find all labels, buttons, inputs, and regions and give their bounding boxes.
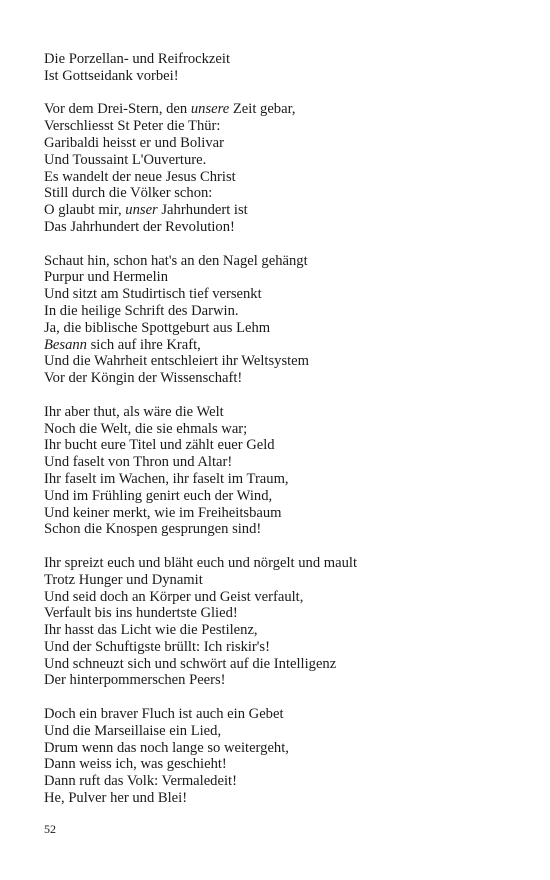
stanza-5 bbox=[44, 555, 524, 689]
poem-line: Vor der Köngin der Wissenschaft! bbox=[44, 370, 243, 387]
stanza-1 bbox=[44, 51, 524, 85]
poem-line: Doch ein braver Fluch ist auch ein Gebet bbox=[44, 706, 284, 723]
poem-line: In die heilige Schrift des Darwin. bbox=[44, 302, 239, 319]
poem-line: Noch die Welt, die sie ehmals war; bbox=[44, 420, 248, 437]
italic-word: Besann bbox=[44, 336, 87, 353]
poem-line: Ja, die biblische Spottgeburt aus Lehm bbox=[44, 319, 271, 336]
stanza-2 bbox=[44, 101, 524, 235]
poem-line: Der hinterpommerschen Peers! bbox=[44, 672, 226, 689]
poem-line: Und die Marseillaise ein Lied, bbox=[44, 722, 222, 739]
poem-line: Und keiner merkt, wie im Freiheitsbaum bbox=[44, 504, 282, 521]
poem-line: Still durch die Völker schon: bbox=[44, 185, 213, 202]
poem-line: Verfault bis ins hundertste Glied! bbox=[44, 605, 238, 622]
poem-line: Und faselt von Thron und Altar! bbox=[44, 454, 233, 471]
poem-line: Schon die Knospen gesprungen sind! bbox=[44, 521, 262, 538]
poem-line: Dann ruft das Volk: Vermaledeit! bbox=[44, 773, 237, 790]
poem-line: Es wandelt der neue Jesus Christ bbox=[44, 168, 236, 185]
poem-line: Und der Schuftigste brüllt: Ich riskir's! bbox=[44, 638, 270, 655]
poem-line: Die Porzellan- und Reifrockzeit bbox=[44, 51, 230, 67]
poem-line: Und schneuzt sich und schwört auf die Intelligenz bbox=[44, 655, 337, 672]
poem-line: He, Pulver her und Blei! bbox=[44, 790, 188, 807]
poem-line: Purpur und Hermelin bbox=[44, 269, 169, 286]
poem-line: Und die Wahrheit entschleiert ihr Weltsystem bbox=[44, 353, 310, 370]
poem-line: Garibaldi heisst er und Bolivar bbox=[44, 134, 224, 151]
poem-line: Das Jahrhundert der Revolution! bbox=[44, 218, 235, 235]
stanza-3 bbox=[44, 253, 524, 387]
poem-line: Ihr aber thut, als wäre die Welt bbox=[44, 403, 224, 420]
poem-body bbox=[44, 51, 524, 824]
poem-line: Und seid doch an Körper und Geist verfault, bbox=[44, 588, 304, 605]
italic-word: unsere bbox=[190, 101, 230, 118]
poem-line: Trotz Hunger und Dynamit bbox=[44, 571, 203, 588]
poem-line: Ihr bucht eure Titel und zählt euer Geld bbox=[44, 437, 275, 454]
poem-line: Schaut hin, schon hat's an den Nagel gehängt bbox=[44, 252, 308, 269]
poem-line: Vor dem Drei-Stern, den unsere Zeit gebar, bbox=[44, 101, 296, 118]
poem-line: Und sitzt am Studirtisch tief versenkt bbox=[44, 286, 262, 303]
poem-line: Ihr spreizt euch und bläht euch und nörgelt und mault bbox=[44, 554, 358, 571]
poem-line: Besann sich auf ihre Kraft, bbox=[44, 336, 201, 353]
page-number: 52 bbox=[44, 822, 56, 836]
stanza-4 bbox=[44, 404, 524, 538]
poem-line: Und Toussaint L'Ouverture. bbox=[44, 151, 207, 168]
poem-line: Verschliesst St Peter die Thür: bbox=[44, 118, 221, 135]
poem-line: Ihr faselt im Wachen, ihr faselt im Traum, bbox=[44, 470, 289, 487]
poem-line: Ist Gottseidank vorbei! bbox=[44, 67, 179, 84]
italic-word: unser bbox=[125, 202, 158, 219]
poem-line: Und im Frühling genirt euch der Wind, bbox=[44, 487, 273, 504]
poem-line: Dann weiss ich, was geschieht! bbox=[44, 756, 227, 773]
poem-line: O glaubt mir, unser Jahrhundert ist bbox=[44, 202, 248, 219]
poem-line: Ihr hasst das Licht wie die Pestilenz, bbox=[44, 622, 258, 639]
poem-line: Drum wenn das noch lange so weitergeht, bbox=[44, 739, 289, 756]
stanza-6 bbox=[44, 706, 524, 807]
